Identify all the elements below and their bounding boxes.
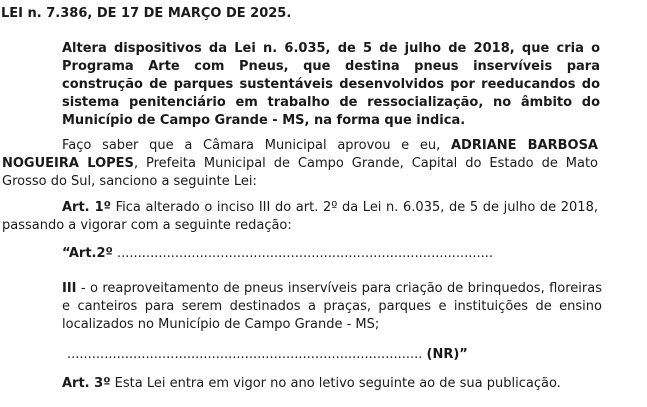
nr-label: (NR)” [426,347,468,362]
nr-line [67,346,647,364]
inciso-text: - o reaproveitamento de pneus inservíveis para criação de brinquedos, floreiras e canteiros para serem destinados a praças, parques e instituições de ensino localizados no Município de Campo Grande - MS; [62,281,602,332]
nr-dots: ...................................................................................... [67,347,427,362]
ementa: Altera dispositivos da Lei n. 6.035, de 5 de julho de 2018, que cria o Programa Arte com Pneus, que destina pneus inservíveis para construção de parques sustentáveis desenvolvidos por reeducandos do sistema penitenciário em trabalho de ressocialização, no âmbito do Município de Campo Grande - MS, na forma que indica. [62,41,600,128]
preamble-intro: Faço saber que a Câmara Municipal aprovou e eu, [62,138,451,153]
article-3-text: Esta Lei entra em vigor no ano letivo seguinte ao de sua publicação. [110,376,561,391]
mayor-name: ADRIANE BARBOSA NOGUEIRA LOPES [2,138,598,171]
article-1-text: Fica alterado o inciso III do art. 2º da Lei n. 6.035, de 5 de julho de 2018, passando a vigorar com a seguinte redação: [2,200,598,233]
article-1-label: Art. 1º [62,200,112,215]
inciso-label: III [62,281,77,296]
article-1 [2,199,598,235]
article-2-label: “Art.2º [62,246,113,261]
article-2-dots: ........................................................................................... [112,246,494,261]
preamble-rest: , Prefeita Municipal de Campo Grande, Capital do Estado de Mato Grosso do Sul, sanciono a seguinte Lei: [2,156,598,189]
inciso-iii [62,280,602,334]
preamble [2,137,598,191]
article-3 [62,375,647,393]
law-title: LEI n. 7.386, DE 17 DE MARÇO DE 2025. [1,6,292,21]
article-3-label: Art. 3º [62,376,111,391]
article-2-quote [62,245,647,263]
